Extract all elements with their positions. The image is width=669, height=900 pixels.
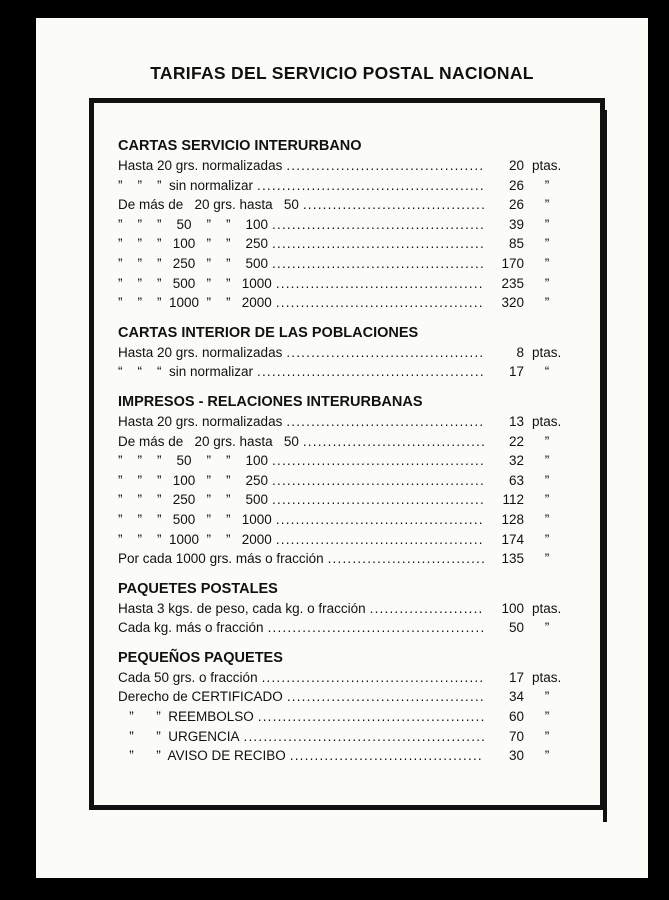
tariff-unit: ” (544, 551, 550, 567)
tariff-price: 22 (508, 433, 524, 449)
tariff-label: De más de 20 grs. hasta 50 (118, 433, 299, 449)
tariff-label: ” ” ” 500 ” ” 1000 (118, 511, 272, 527)
tariff-row (118, 510, 570, 530)
tariff-price: 8 (516, 344, 524, 360)
tariff-label: ” ” AVISO DE RECIBO (118, 748, 286, 764)
tariff-price: 32 (508, 453, 524, 469)
tariff-unit: ptas. (532, 669, 562, 685)
tariff-price: 174 (501, 531, 524, 547)
tariff-label: ” ” URGENCIA (118, 728, 240, 744)
dot-leader (286, 156, 484, 176)
tariff-label: Derecho de CERTIFICADO (118, 689, 283, 705)
tariff-unit: ” (544, 620, 550, 636)
dot-leader (286, 412, 484, 432)
tariff-price: 85 (508, 236, 524, 252)
tariff-row (118, 471, 570, 491)
tariff-unit: ” (544, 236, 550, 252)
tariff-label: ” ” ” 100 ” ” 250 (118, 472, 269, 488)
tariff-price: 20 (508, 158, 524, 173)
tariff-unit: “ (544, 364, 550, 380)
tariff-row (118, 668, 570, 688)
side-rule (603, 110, 607, 822)
dot-leader (257, 176, 484, 196)
tariff-price: 34 (508, 689, 524, 705)
tariff-unit: ” (544, 748, 550, 764)
tariff-unit: ” (544, 453, 550, 469)
tariff-label: Hasta 20 grs. normalizadas (118, 344, 283, 360)
tariff-unit: ” (544, 709, 550, 725)
section-title: PAQUETES POSTALES (118, 580, 278, 597)
dot-leader (328, 549, 484, 569)
tariff-row (118, 618, 570, 638)
page-title: TARIFAS DEL SERVICIO POSTAL NACIONAL (150, 63, 534, 83)
section-title: IMPRESOS - RELACIONES INTERURBANAS (118, 393, 423, 410)
tariff-row (118, 599, 570, 619)
tariff-row (118, 234, 570, 254)
dot-leader (290, 746, 484, 766)
tariff-label: ” ” ” 100 ” ” 250 (118, 236, 269, 252)
tariff-price: 320 (501, 295, 524, 311)
tariff-label: ” ” ” sin normalizar (118, 177, 254, 193)
tariff-row (118, 530, 570, 550)
tariff-price: 170 (501, 255, 524, 271)
tariff-price: 50 (508, 620, 524, 636)
dot-leader (268, 618, 484, 638)
tariff-row (118, 343, 570, 363)
section-title: CARTAS INTERIOR DE LAS POBLACIONES (118, 324, 419, 341)
tariff-row (118, 549, 570, 569)
dot-leader (262, 668, 484, 688)
tariff-content (118, 136, 570, 766)
tariff-row (118, 490, 570, 510)
tariff-row (118, 215, 570, 235)
tariff-unit: ” (544, 433, 550, 449)
tariff-label: Por cada 1000 grs. más o fracción (118, 551, 324, 567)
tariff-label: ” ” ” 500 ” ” 1000 (118, 275, 272, 291)
tariff-price: 39 (508, 216, 524, 232)
tariff-price: 30 (508, 748, 524, 764)
tariff-unit: ” (544, 689, 550, 705)
tariff-row (118, 274, 570, 294)
tariff-unit: ” (544, 728, 550, 744)
tariff-unit: ” (544, 492, 550, 508)
dot-leader (272, 451, 484, 471)
tariff-card (36, 18, 648, 878)
tariff-row (118, 156, 570, 176)
tariff-unit: ” (544, 511, 550, 527)
tariff-label: ” ” ” 50 ” ” 100 (118, 453, 269, 469)
dot-leader (257, 362, 484, 382)
tariff-label: ” ” ” 1000 ” ” 2000 (118, 531, 272, 547)
section-title: PEQUEÑOS PAQUETES (118, 649, 283, 666)
tariff-label: ” ” ” 250 ” ” 500 (118, 255, 269, 271)
tariff-row (118, 727, 570, 747)
dot-leader (272, 215, 484, 235)
tariff-unit: ” (544, 197, 550, 213)
dot-leader (276, 510, 484, 530)
tariff-row (118, 707, 570, 727)
tariff-unit: ptas. (532, 344, 562, 360)
tariff-unit: ” (544, 472, 550, 488)
tariff-label: Cada 50 grs. o fracción (118, 669, 258, 685)
tariff-row (118, 293, 570, 313)
tariff-price: 63 (508, 472, 524, 488)
dot-leader (276, 530, 484, 550)
tariff-unit: ” (544, 255, 550, 271)
dot-leader (272, 471, 484, 491)
section-title: CARTAS SERVICIO INTERURBANO (118, 138, 362, 154)
tariff-label: Cada kg. más o fracción (118, 620, 264, 636)
dot-leader (303, 195, 484, 215)
tariff-row (118, 432, 570, 452)
dot-leader (272, 490, 484, 510)
dot-leader (272, 234, 484, 254)
dot-leader (244, 727, 484, 747)
dot-leader (370, 599, 484, 619)
tariff-price: 17 (508, 669, 524, 685)
tariff-price: 112 (502, 492, 524, 508)
tariff-label: ” ” ” 1000 ” ” 2000 (118, 295, 272, 311)
tariff-unit: ” (544, 177, 550, 193)
tariff-row (118, 451, 570, 471)
tariff-price: 128 (501, 511, 524, 527)
tariff-label: ” ” ” 250 ” ” 500 (118, 492, 269, 508)
tariff-unit: ptas. (532, 413, 562, 429)
tariff-price: 70 (508, 728, 524, 744)
tariff-price: 60 (508, 709, 524, 725)
dot-leader (286, 343, 484, 363)
tariff-label: ” ” REEMBOLSO (118, 709, 254, 725)
tariff-unit: ” (544, 531, 550, 547)
dot-leader (258, 707, 484, 727)
tariff-row (118, 362, 570, 382)
tariff-unit: ” (544, 275, 550, 291)
tariff-price: 13 (508, 413, 524, 429)
tariff-row (118, 746, 570, 766)
dot-leader (287, 687, 484, 707)
tariff-unit: ptas. (532, 600, 562, 616)
dot-leader (276, 274, 484, 294)
tariff-row (118, 254, 570, 274)
dot-leader (276, 293, 484, 313)
tariff-unit: ” (544, 295, 550, 311)
tariff-label: “ “ “ sin normalizar (118, 364, 254, 380)
tariff-label: Hasta 3 kgs. de peso, cada kg. o fracción (118, 600, 366, 616)
tariff-unit: ” (544, 216, 550, 232)
tariff-row (118, 195, 570, 215)
tariff-label: ” ” ” 50 ” ” 100 (118, 216, 269, 232)
tariff-price: 235 (501, 275, 524, 291)
tariff-price: 17 (508, 364, 524, 380)
tariff-unit: ptas. (532, 158, 562, 173)
tariff-price: 26 (508, 197, 524, 213)
tariff-row (118, 687, 570, 707)
tariff-row (118, 412, 570, 432)
tariff-label: Hasta 20 grs. normalizadas (118, 413, 283, 429)
tariff-label: De más de 20 grs. hasta 50 (118, 197, 299, 213)
tariff-price: 100 (501, 600, 524, 616)
tariff-row (118, 176, 570, 196)
dot-leader (303, 432, 484, 452)
tariff-price: 26 (508, 177, 524, 193)
tariff-price: 135 (501, 551, 524, 567)
tariff-label: Hasta 20 grs. normalizadas (118, 158, 283, 173)
dot-leader (272, 254, 484, 274)
